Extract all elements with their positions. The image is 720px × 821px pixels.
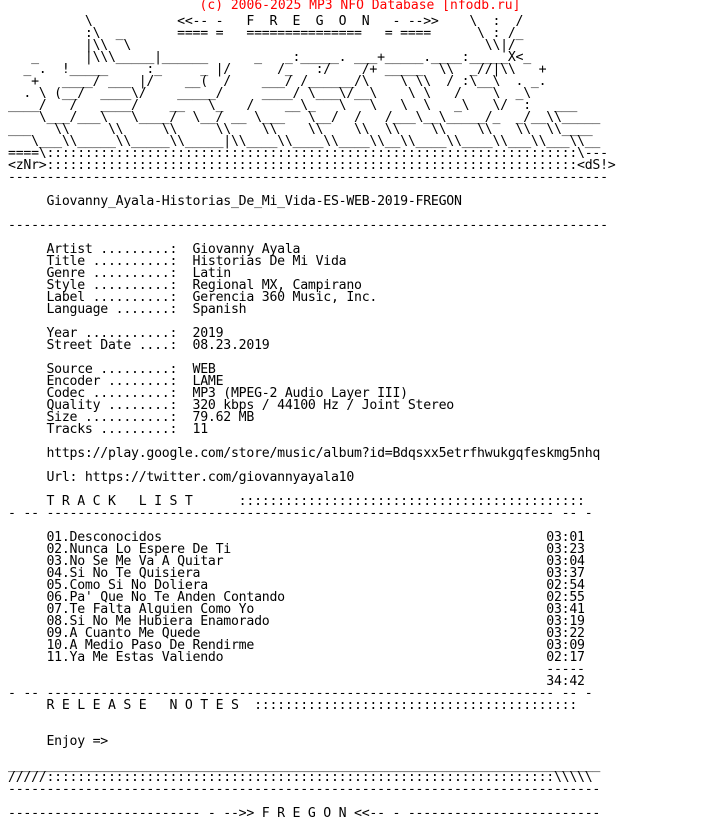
nfo-line: Url: https://twitter.com/giovannyayala10: [8, 470, 355, 485]
nfo-line: + ____/ ___ |/ __( / ___/ /______/\ \ \\ / :\__\ . _.: [8, 74, 547, 89]
nfo-line: ====\:::::::::::::::::::::::::::::::::::::::::::::::::::::::::::::::::::::\---: [8, 146, 608, 161]
nfo-line: . \ (__/ ____\/ _____/ ____/ \___\/__\ \ \ / \ _\: [8, 86, 531, 101]
nfo-line: ------------------------------------------------------------------------------: [8, 170, 608, 185]
nfo-line: Size ...........: 79.62 MB: [8, 410, 255, 425]
nfo-line: 06.Pa' Que No Te Anden Contando 02:55: [8, 590, 585, 605]
nfo-line: Street Date ....: 08.23.2019: [8, 338, 270, 353]
nfo-line: 34:42: [8, 674, 585, 689]
nfo-line: [8, 796, 615, 808]
nfo-line: [8, 712, 615, 724]
nfo-line: <zNr>:::::::::::::::::::::::::::::::::::::::::::::::::::::::::::::::::::::<dS!>: [8, 158, 616, 173]
nfo-line: _____________________________________________________________________________: [8, 758, 601, 773]
nfo-line: ------------------------------------------------------------------------------: [8, 218, 608, 233]
nfo-text: [8, 16, 615, 820]
nfo-line: 11.Ya Me Estas Valiendo 02:17: [8, 650, 585, 665]
nfo-line: Year ...........: 2019: [8, 326, 224, 341]
nfo-line: Codec ..........: MP3 (MPEG-2 Audio Layer III): [8, 386, 408, 401]
nfo-line: 09.A Cuanto Me Quede 03:22: [8, 626, 585, 641]
nfo-line: /////::::::::::::::::::::::::::::::::::::::::::::::::::::::::::::::::::\\\\\: [8, 770, 593, 785]
nfo-line: 04.Si No Te Quisiera 03:37: [8, 566, 585, 581]
nfo-line: 10.A Medio Paso De Rendirme 03:09: [8, 638, 585, 653]
nfo-line: ------------------------- - -->> F R E G O N <<-- - -------------------------: [8, 806, 601, 821]
nfo-line: -----------------------------------------------------------------------------: [8, 782, 601, 797]
nfo-line: 01.Desconocidos 03:01: [8, 530, 585, 545]
nfo-line: Language .......: Spanish: [8, 302, 247, 317]
nfo-line: Encoder ........: LAME: [8, 374, 224, 389]
nfo-line: https://play.google.com/store/music/album?id=Bdqsxx5etrfhwukgqfeskmg5nhq: [8, 446, 601, 461]
nfo-line: Quality ........: 320 kbps / 44100 Hz / Joint Stereo: [8, 398, 454, 413]
nfo-line: Label ..........: Gerencia 360 Music, Inc.: [8, 290, 378, 305]
nfo-line: 08.Si No Me Hubiera Enamorado 03:19: [8, 614, 585, 629]
nfo-line: Style ..........: Regional MX, Campirano: [8, 278, 362, 293]
nfo-line: _ |\\\_____|______ _ _:_____. ___+_____.____:_____X<_: [8, 50, 531, 65]
copyright-banner: (c) 2006-2025 MP3 NFO Database [nfodb.ru]: [199, 0, 521, 13]
nfo-line: ____/ / ____/ __ \_ / __\_ \ \ \ \ _\ \/ : ___: [8, 98, 578, 113]
nfo-line: 03.No Se Me Va A Quitar 03:04: [8, 554, 585, 569]
nfo-line: _ . !_____ :_ _ |/ /_ :/ /+ _____ \\ _//|\\ +: [8, 62, 547, 77]
nfo-line: 07.Te Falta Alguien Como Yo 03:41: [8, 602, 585, 617]
nfo-line: \ <<-- - F R E G O N - -->> \ : /: [8, 14, 524, 29]
nfo-line: Artist .........: Giovanny Ayala: [8, 242, 301, 257]
nfo-line: 02.Nunca Lo Espere De Ti 03:23: [8, 542, 585, 557]
nfo-line: Tracks .........: 11: [8, 422, 208, 437]
nfo-line: - -- ------------------------------------------------------------------ -- -: [8, 506, 593, 521]
nfo-line: - -- ------------------------------------------------------------------ -- -: [8, 686, 593, 701]
nfo-line: R E L E A S E N O T E S ::::::::::::::::::::::::::::::::::::::::::: [8, 698, 578, 713]
nfo-line: :\ _ ==== = =============== = ==== \ : /_: [8, 26, 524, 41]
nfo-line: Enjoy =>: [8, 734, 108, 749]
nfo-line: \___\\_____\\_____\\_____|\\____\\____\\____\\__\\____\\____\\___\\___\\__: [8, 134, 601, 149]
nfo-line: Genre ..........: Latin: [8, 266, 231, 281]
nfo-line: Source .........: WEB: [8, 362, 216, 377]
nfo-line: Giovanny_Ayala-Historias_De_Mi_Vida-ES-WEB-2019-FREGON: [8, 194, 462, 209]
nfo-line: T R A C K L I S T :::::::::::::::::::::::::::::::::::::::::::::: [8, 494, 585, 509]
nfo-line: ___ \\ \\ \\ \\ \\ \\ \\ \\ \\ \\ \\ \\____: [8, 122, 593, 137]
nfo-line: -----: [8, 662, 585, 677]
nfo-line: Title ..........: Historias De Mi Vida: [8, 254, 347, 269]
nfo-line: \___/___\ \____/ \__/ __ \___ \__/ / /___\__\_____/_ _/__\\_____: [8, 110, 601, 125]
nfo-line: 05.Como Si No Doliera 02:54: [8, 578, 585, 593]
nfo-line: |\\ \ \\|/: [8, 38, 516, 53]
